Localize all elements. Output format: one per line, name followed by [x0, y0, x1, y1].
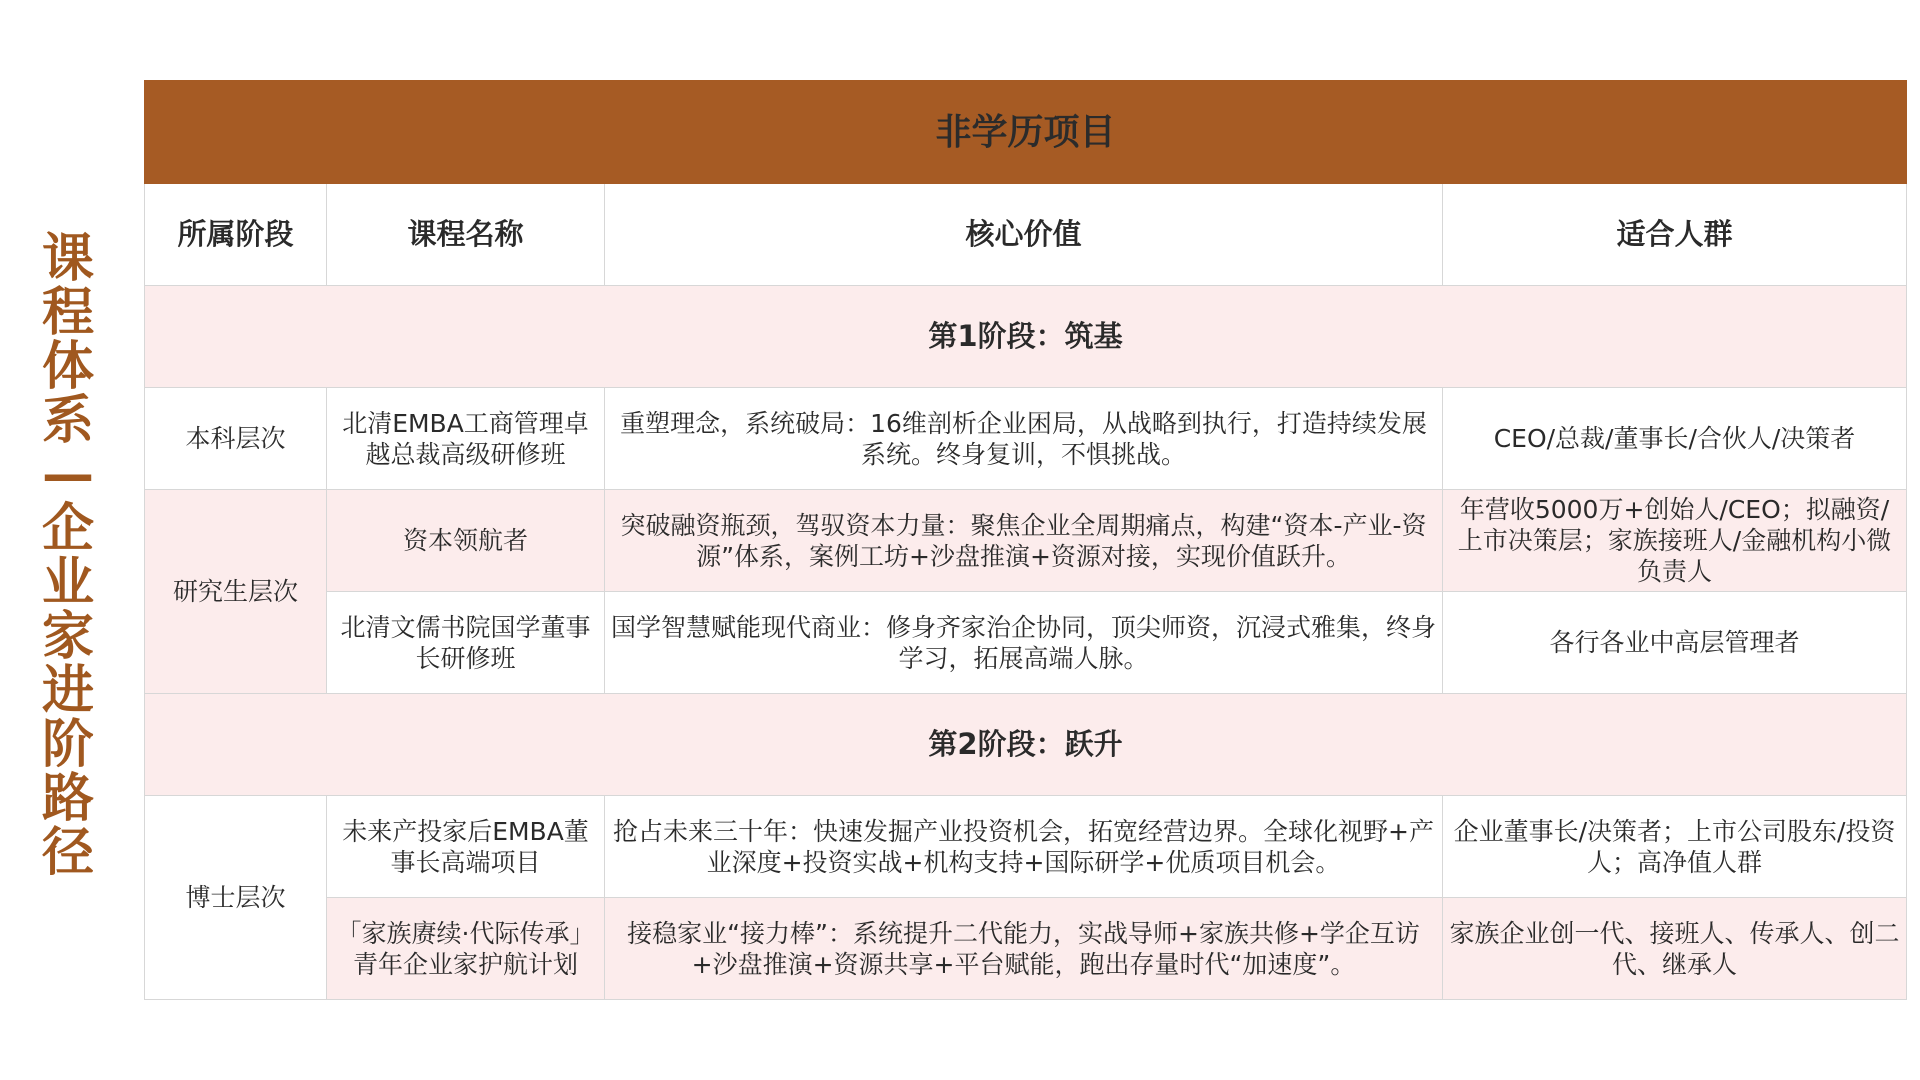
level-cell: 本科层次	[145, 388, 327, 490]
course-name-cell: 北清EMBA工商管理卓越总裁高级研修班	[327, 388, 605, 490]
audience-cell: 年营收5000万+创始人/CEO；拟融资/上市决策层；家族接班人/金融机构小微负责人	[1443, 490, 1907, 592]
audience-cell: 企业董事长/决策者；上市公司股东/投资人；高净值人群	[1443, 796, 1907, 898]
banner-row	[145, 81, 1907, 184]
table-row	[145, 388, 1907, 490]
stage-label: 第2阶段：跃升	[145, 694, 1907, 796]
course-name-cell: 北清文儒书院国学董事长研修班	[327, 592, 605, 694]
header-core-value: 核心价值	[605, 184, 1443, 286]
course-name-cell: 「家族赓续·代际传承」青年企业家护航计划	[327, 898, 605, 1000]
course-name-cell: 资本领航者	[327, 490, 605, 592]
table-row	[145, 796, 1907, 898]
header-row	[145, 184, 1907, 286]
course-name-cell: 未来产投家后EMBA董事长高端项目	[327, 796, 605, 898]
stage-row-2	[145, 694, 1907, 796]
level-cell: 博士层次	[145, 796, 327, 1000]
header-stage: 所属阶段	[145, 184, 327, 286]
course-table	[144, 80, 1907, 1000]
header-audience: 适合人群	[1443, 184, 1907, 286]
table-row	[145, 490, 1907, 592]
table-row	[145, 898, 1907, 1000]
audience-cell: 各行各业中高层管理者	[1443, 592, 1907, 694]
core-value-cell: 接稳家业“接力棒”：系统提升二代能力，实战导师+家族共修+学企互访+沙盘推演+资源共享+平台赋能，跑出存量时代“加速度”。	[605, 898, 1443, 1000]
table-banner: 非学历项目	[145, 81, 1907, 184]
core-value-cell: 抢占未来三十年：快速发掘产业投资机会，拓宽经营边界。全球化视野+产业深度+投资实战+机构支持+国际研学+优质项目机会。	[605, 796, 1443, 898]
audience-cell: 家族企业创一代、接班人、传承人、创二代、继承人	[1443, 898, 1907, 1000]
level-cell: 研究生层次	[145, 490, 327, 694]
core-value-cell: 国学智慧赋能现代商业：修身齐家治企协同，顶尖师资，沉浸式雅集，终身学习，拓展高端人脉。	[605, 592, 1443, 694]
stage-row-1	[145, 286, 1907, 388]
core-value-cell: 重塑理念，系统破局：16维剖析企业困局，从战略到执行，打造持续发展系统。终身复训，不惧挑战。	[605, 388, 1443, 490]
stage-label: 第1阶段：筑基	[145, 286, 1907, 388]
table-row	[145, 592, 1907, 694]
header-course-name: 课程名称	[327, 184, 605, 286]
core-value-cell: 突破融资瓶颈，驾驭资本力量：聚焦企业全周期痛点，构建“资本-产业-资源”体系，案例工坊+沙盘推演+资源对接，实现价值跃升。	[605, 490, 1443, 592]
audience-cell: CEO/总裁/董事长/合伙人/决策者	[1443, 388, 1907, 490]
side-title: 课程体系—企业家进阶路径	[41, 229, 94, 883]
